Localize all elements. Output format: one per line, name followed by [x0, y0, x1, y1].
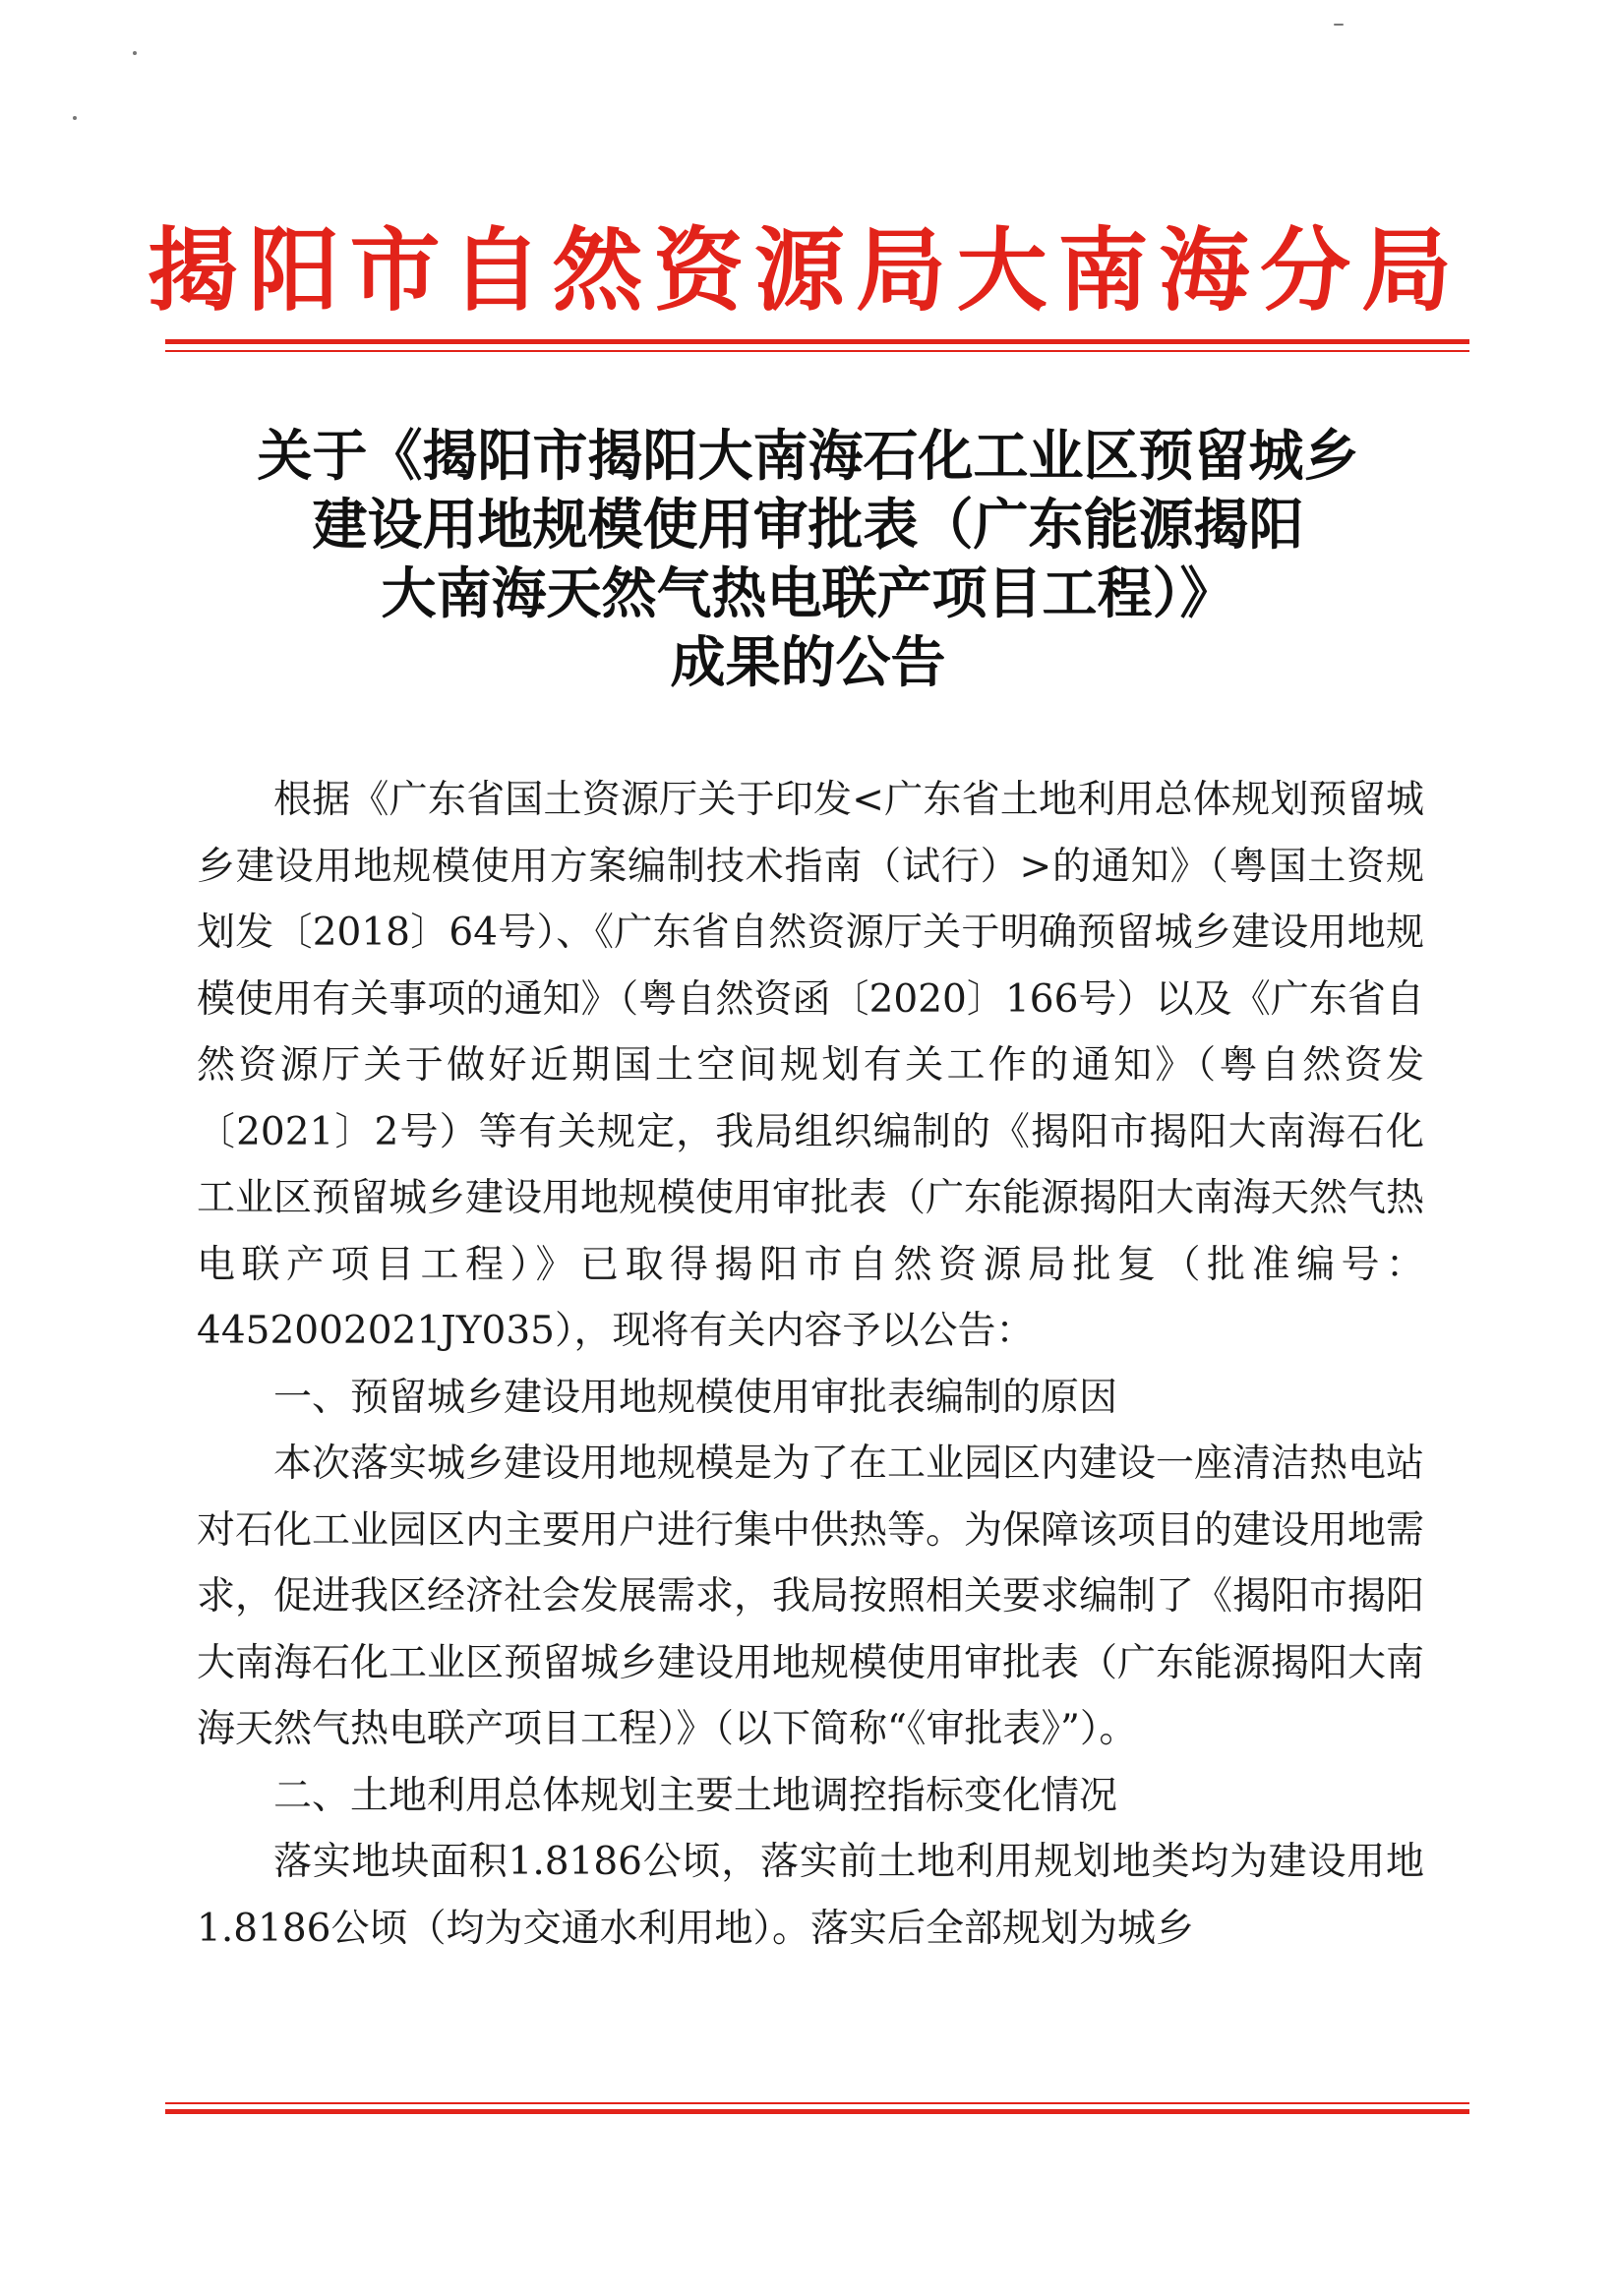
document-title-line: 关于《揭阳市揭阳大南海石化工业区预留城乡 [257, 425, 1359, 489]
header-red-rule-thin [165, 350, 1469, 352]
scan-speck [73, 116, 77, 120]
section-2-heading: 二、土地利用总体规划主要土地调控指标变化情况 [273, 1773, 1118, 1818]
section-1-heading: 一、预留城乡建设用地规模使用审批表编制的原因 [273, 1375, 1118, 1420]
document-body [197, 767, 1424, 1962]
footer-red-rule-thick [165, 2109, 1469, 2114]
intro-paragraph: 根据《广东省国土资源厅关于印发<广东省土地利用总体规划预留城乡建设用地规模使用方案编制技术指南（试行）>的通知》（粤国土资规划发〔2018〕64号）、《广东省自然资源厅关于明确预留城乡建设用地规模使用有关事项的通知》（粤自然资函〔2020〕166号）以及《广东省自然资源厅关于做好近期国土空间规划有关工作的通知》（粤自然资发〔2021〕2号）等有关规定，我局组织编制的《揭阳市揭阳大南海石化工业区预留城乡建设用地规模使用审批表（广东能源揭阳大南海天然气热电联产项目工程）》已取得揭阳市自然资源局批复（批准编号：4452002021JY035），现将有关内容予以公告： [197, 778, 1425, 1353]
section-1-paragraph: 本次落实城乡建设用地规模是为了在工业园区内建设一座清洁热电站对石化工业园区内主要用户进行集中供热等。为保障该项目的建设用地需求，促进我区经济社会发展需求，我局按照相关要求编制了《揭阳市揭阳大南海石化工业区预留城乡建设用地规模使用审批表（广东能源揭阳大南海天然气热电联产项目工程）》（以下简称“《审批表》”）。 [197, 1442, 1425, 1751]
scan-speck [1334, 24, 1344, 26]
section-2-paragraph: 落实地块面积1.8186公顷，落实前土地利用规划地类均为建设用地1.8186公顷（均为交通水利用地）。落实后全部规划为城乡 [197, 1840, 1424, 1951]
document-title [157, 423, 1459, 698]
issuing-organization-header: 揭阳市自然资源局大南海分局 [148, 217, 1456, 324]
document-title-line: 建设用地规模使用审批表（广东能源揭阳 [312, 494, 1304, 558]
footer-red-rule-thin [165, 2102, 1469, 2104]
header-red-rule-thick [165, 339, 1469, 344]
document-title-line: 大南海天然气热电联产项目工程）》 [381, 562, 1235, 626]
document-title-line: 成果的公告 [670, 631, 946, 695]
scan-speck [133, 51, 137, 55]
